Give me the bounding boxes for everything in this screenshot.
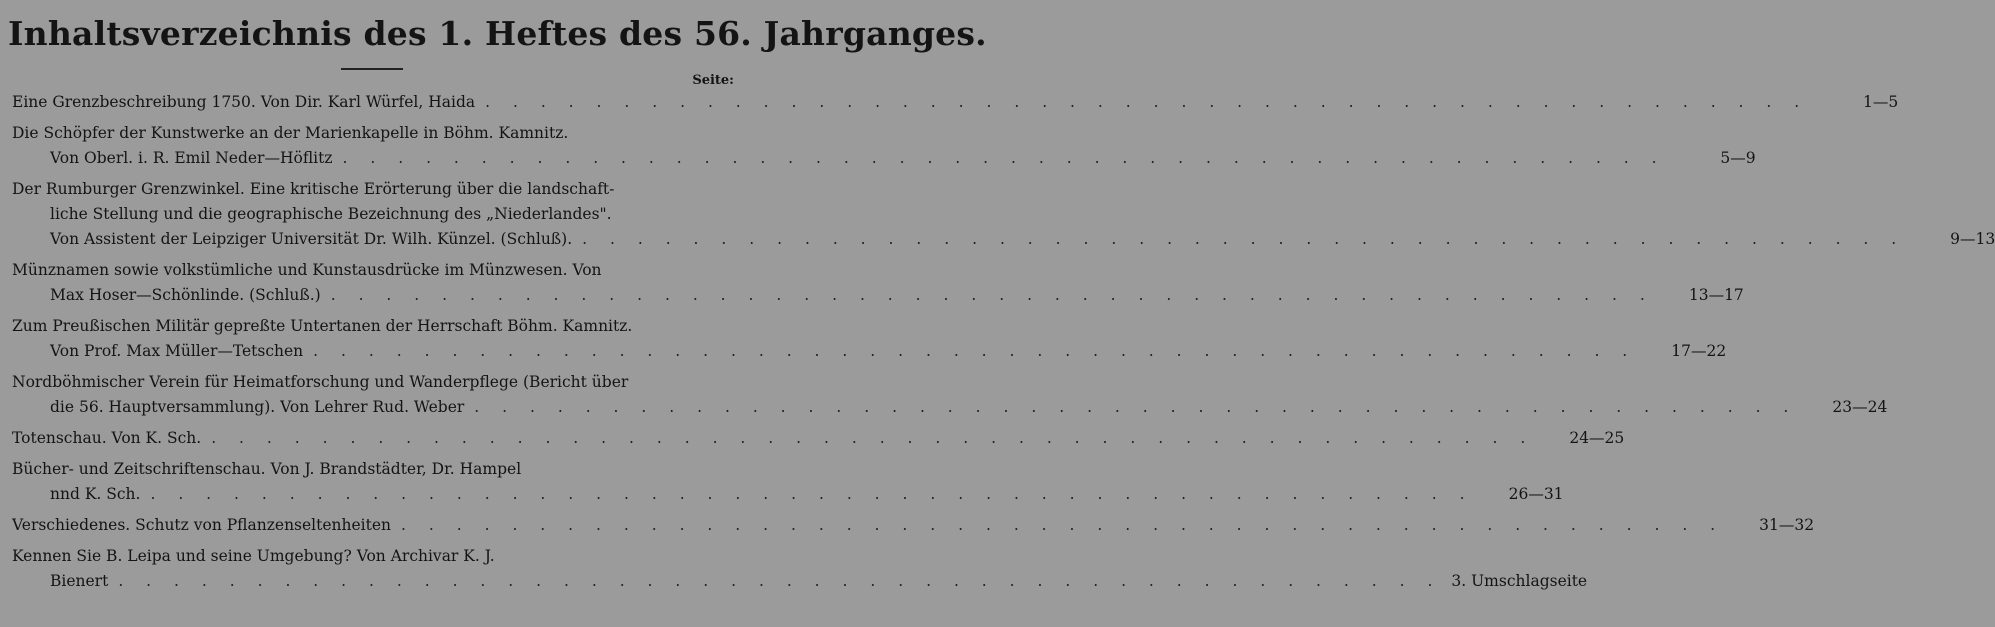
leader-dots: . . . . . . . . . . . . . . . . . . . . . . . . . . . . . . . . . . . . . . . . . . . . . . . .: [330, 286, 1654, 304]
toc-page-range: 26—31: [1508, 485, 1564, 503]
toc-entry: [12, 457, 1564, 507]
toc-entry-text: Von Oberl. i. R. Emil Neder—Höflitz: [50, 149, 333, 167]
toc-entry-line: Münznamen sowie volkstümliche und Kunstausdrücke im Münzwesen. Von: [12, 261, 602, 279]
toc-entry: [12, 177, 1995, 252]
toc-entry-last-line: [12, 482, 1564, 507]
toc-page-range: 3. Umschlagseite: [1451, 572, 1588, 590]
toc-page-range: 5—9: [1720, 149, 1756, 167]
toc-entry-line: Nordböhmischer Verein für Heimatforschung und Wanderpflege (Bericht über: [12, 373, 629, 391]
leader-dots: . . . . . . . . . . . . . . . . . . . . . . . . . . . . . . . . . . . . . . . . . . . . . . . .: [485, 93, 1809, 111]
toc-entry-text: Eine Grenzbeschreibung 1750. Von Dir. Karl Würfel, Haida: [12, 93, 476, 111]
toc-entry: [12, 426, 1625, 451]
toc-entry-text: Von Assistent der Leipziger Universität Dr. Wilh. Künzel. (Schluß).: [50, 230, 573, 248]
leader-dots: . . . . . . . . . . . . . . . . . . . . . . . . . . . . . . . . . . . . . . . . . . . . . . . .: [150, 485, 1474, 503]
toc-entry-last-line: [12, 513, 1815, 538]
toc-entry-text: Von Prof. Max Müller—Tetschen: [50, 342, 304, 360]
toc-page-range: 1—5: [1862, 93, 1899, 111]
leader-dots: . . . . . . . . . . . . . . . . . . . . . . . . . . . . . . . . . . . . . . . . . . . . . . . .: [211, 429, 1535, 447]
toc-entry-text: die 56. Hauptversammlung). Von Lehrer Rud. Weber: [50, 398, 465, 416]
toc-entry-text: Bienert: [50, 572, 109, 590]
page-column-header: Seite:: [692, 73, 734, 88]
toc-entry-line: liche Stellung und die geographische Bezeichnung des „Niederlandes".: [50, 205, 612, 223]
toc-entry-line: Zum Preußischen Militär gepreßte Untertanen der Herrschaft Böhm. Kamnitz.: [12, 317, 633, 335]
toc-page-range: 17—22: [1671, 342, 1727, 360]
toc-entry-line: Die Schöpfer der Kunstwerke an der Marienkapelle in Böhm. Kamnitz.: [12, 124, 569, 142]
page-title: Inhaltsverzeichnis des 1. Heftes des 56. Jahrganges.: [8, 14, 987, 53]
toc-entry-line: Der Rumburger Grenzwinkel. Eine kritische Erörterung über die landschaft-: [12, 180, 615, 198]
title-divider: [341, 68, 403, 70]
toc-page-range: 13—17: [1688, 286, 1744, 304]
toc-entry: [12, 544, 1588, 594]
leader-dots: . . . . . . . . . . . . . . . . . . . . . . . . . . . . . . . . . . . . . . . . . . . . . . . .: [313, 342, 1637, 360]
leader-dots: . . . . . . . . . . . . . . . . . . . . . . . . . . . . . . . . . . . . . . . . . . . . . . . .: [474, 398, 1798, 416]
toc-entry-text: nnd K. Sch.: [50, 485, 141, 503]
table-of-contents: [12, 90, 1995, 600]
toc-entry: [12, 258, 1744, 308]
toc-entry-line: Bücher- und Zeitschriftenschau. Von J. Brandstädter, Dr. Hampel: [12, 460, 522, 478]
leader-dots: . . . . . . . . . . . . . . . . . . . . . . . . . . . . . . . . . . . . . . . . . . . . . . . .: [342, 149, 1666, 167]
toc-page-range: 23—24: [1832, 398, 1888, 416]
toc-entry-text: Verschiedenes. Schutz von Pflanzenseltenheiten: [12, 516, 392, 534]
toc-entry: [12, 314, 1727, 364]
toc-page-range: 24—25: [1569, 429, 1625, 447]
toc-entry: [12, 90, 1899, 115]
toc-entry-line: Kennen Sie B. Leipa und seine Umgebung? Von Archivar K. J.: [12, 547, 495, 565]
toc-entry-last-line: [12, 569, 1588, 594]
toc-entry-last-line: [12, 395, 1888, 420]
toc-entry-last-line: [12, 426, 1625, 451]
toc-entry-text: Totenschau. Von K. Sch.: [12, 429, 202, 447]
toc-entry-last-line: [12, 90, 1899, 115]
toc-entry-last-line: [12, 227, 1995, 252]
leader-dots: . . . . . . . . . . . . . . . . . . . . . . . . . . . . . . . . . . . . . . . . . . . . . . . .: [582, 230, 1906, 248]
toc-entry-text: Max Hoser—Schönlinde. (Schluß.): [50, 286, 321, 304]
toc-entry-last-line: [12, 283, 1744, 308]
toc-page-range: 9—13: [1950, 230, 1995, 248]
leader-dots: . . . . . . . . . . . . . . . . . . . . . . . . . . . . . . . . . . . . . . . . . . . . . . . .: [401, 516, 1725, 534]
toc-entry: [12, 121, 1756, 171]
toc-entry: [12, 370, 1888, 420]
toc-entry-last-line: [12, 339, 1727, 364]
toc-page-range: 31—32: [1759, 516, 1815, 534]
toc-entry: [12, 513, 1815, 538]
leader-dots: . . . . . . . . . . . . . . . . . . . . . . . . . . . . . . . . . . . . . . . . . . . . . . . .: [118, 572, 1442, 590]
toc-entry-last-line: [12, 146, 1756, 171]
